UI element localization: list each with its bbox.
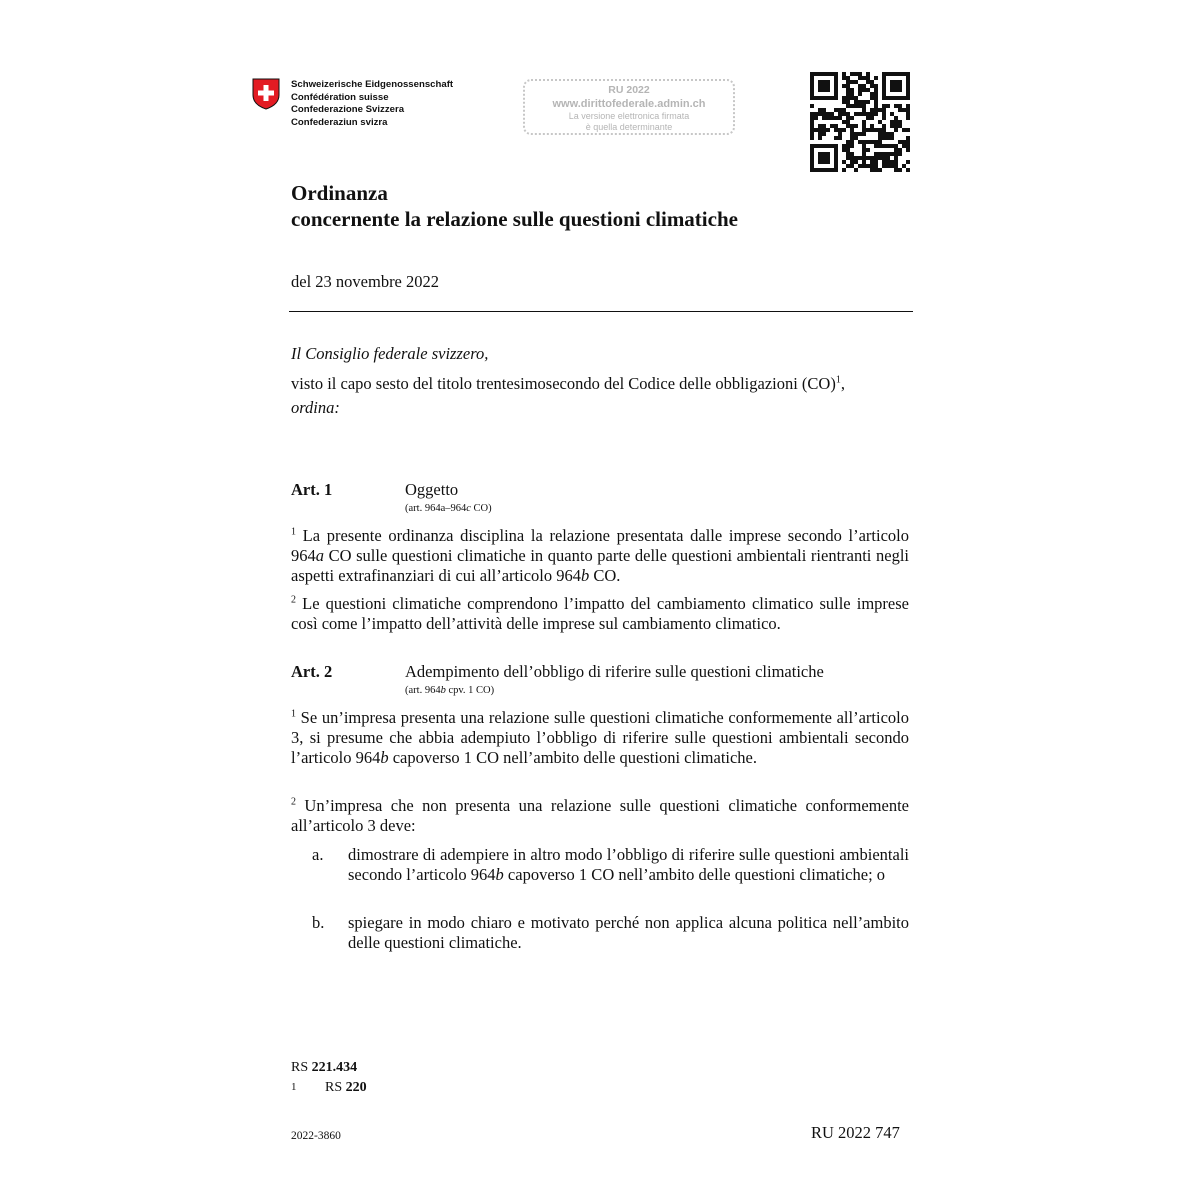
paragraph-text: capoverso 1 CO nell’ambito delle questioni climatiche. xyxy=(388,748,758,767)
paragraph-number: 2 xyxy=(291,796,296,808)
paragraph-number: 1 xyxy=(291,526,296,538)
ref-text-end: CO) xyxy=(470,503,492,514)
paragraph-number: 2 xyxy=(291,594,296,606)
paragraph-italic: a xyxy=(315,546,324,565)
confederation-names xyxy=(291,79,453,129)
article-1-title: Oggetto xyxy=(405,480,459,499)
stamp-note-2: è quella determinante xyxy=(585,122,673,132)
footnote-number: 1 xyxy=(291,1081,297,1093)
page-reference: RU 2022 747 xyxy=(811,1123,900,1142)
list-item-label-a: a. xyxy=(312,845,324,864)
list-text: capoverso 1 CO nell’ambito delle questioni climatiche; o xyxy=(503,865,886,884)
paragraph-text: CO sulle questioni climatiche in quanto parte delle questioni ambientali rientranti negli aspetti extrafinanziari di cui all’articolo 964 xyxy=(291,546,909,585)
preamble-considering xyxy=(291,373,845,394)
paragraph-italic: b xyxy=(380,748,389,767)
article-1-paragraph-1 xyxy=(291,526,909,586)
list-text: spiegare in modo chiaro e motivato perché non applica alcuna politica nell’ambito delle questioni climatiche. xyxy=(348,913,909,952)
preamble-authority: Il Consiglio federale svizzero, xyxy=(291,344,489,363)
confed-name-it: Confederazione Svizzera xyxy=(291,104,405,115)
footnote-1 xyxy=(291,1078,367,1097)
article-2-paragraph-2 xyxy=(291,796,909,836)
qr-code-icon xyxy=(810,72,910,172)
swiss-cross-icon xyxy=(252,78,280,110)
article-1-paragraph-2 xyxy=(291,594,909,634)
stamp-url[interactable]: www.dirittofederale.admin.ch xyxy=(552,98,706,110)
paragraph-text: Se un’impresa presenta una relazione sulle questioni climatiche conformemente all’articolo 3, si presume che abbia adempiuto l’obbligo di riferire sulle questioni ambientali secondo l’articolo 964 xyxy=(291,708,909,767)
list-text: dimostrare di adempiere in altro modo l’obbligo di riferire sulle questioni ambientali secondo l’articolo 964 xyxy=(348,845,909,884)
confed-name-rm: Confederaziun svizra xyxy=(291,116,388,128)
title-divider xyxy=(289,311,913,312)
paragraph-text: CO. xyxy=(589,566,621,585)
article-2-number: Art. 2 xyxy=(291,662,333,681)
paragraph-text: Un’impresa che non presenta una relazione sulle questioni climatiche conformemente all’articolo 3 deve: xyxy=(291,796,909,835)
title-line-1: Ordinanza xyxy=(291,181,388,205)
footnote-value[interactable]: 220 xyxy=(345,1080,367,1095)
preamble-decrees: ordina: xyxy=(291,398,340,417)
list-item-b xyxy=(348,913,909,953)
ref-text-end: cpv. 1 CO) xyxy=(445,685,495,696)
paragraph-text: La presente ordinanza disciplina la relazione presentata dalle imprese secondo l’articolo 964 xyxy=(291,526,909,565)
document-title xyxy=(291,180,738,232)
electronic-version-stamp xyxy=(523,79,735,135)
paragraph-text: Le questioni climatiche comprendono l’impatto del cambiamento climatico sulle imprese così come l’impatto dell’attività delle imprese sul cambiamento climatico. xyxy=(291,594,909,633)
stamp-ru: RU 2022 xyxy=(608,84,650,96)
paragraph-number: 1 xyxy=(291,708,296,720)
article-2-reference xyxy=(405,685,494,696)
article-1-number: Art. 1 xyxy=(291,480,333,499)
ref-text: (art. 964 xyxy=(405,685,441,696)
confed-name-fr: Confédération suisse xyxy=(291,91,389,103)
considering-end: , xyxy=(840,374,845,393)
considering-text: visto il capo sesto del titolo trentesimosecondo del Codice delle obbligazioni (CO) xyxy=(291,374,836,393)
article-1-reference xyxy=(405,503,492,514)
paragraph-italic: b xyxy=(581,566,590,585)
footnote-prefix: RS xyxy=(325,1080,346,1095)
list-italic: b xyxy=(495,865,504,884)
article-2-title: Adempimento dell’obbligo di riferire sulle questioni climatiche xyxy=(405,662,824,681)
article-2-paragraph-1 xyxy=(291,708,909,768)
document-id: 2022-3860 xyxy=(291,1130,341,1142)
ref-italic: b xyxy=(440,685,446,696)
document-date: del 23 novembre 2022 xyxy=(291,272,440,291)
rs-value: 221.434 xyxy=(311,1060,358,1075)
rs-prefix: RS xyxy=(291,1060,312,1075)
stamp-note-1: La versione elettronica firmata xyxy=(568,111,690,121)
confed-name-de: Schweizerische Eidgenossenschaft xyxy=(291,79,454,90)
ref-italic: c xyxy=(466,503,471,514)
footnote-ref[interactable]: 1 xyxy=(835,374,841,386)
list-item-a xyxy=(348,845,909,885)
ref-text: (art. 964a–964 xyxy=(405,503,467,514)
rs-number xyxy=(291,1058,357,1077)
title-line-2: concernente la relazione sulle questioni climatiche xyxy=(291,207,738,231)
list-item-label-b: b. xyxy=(312,913,325,932)
